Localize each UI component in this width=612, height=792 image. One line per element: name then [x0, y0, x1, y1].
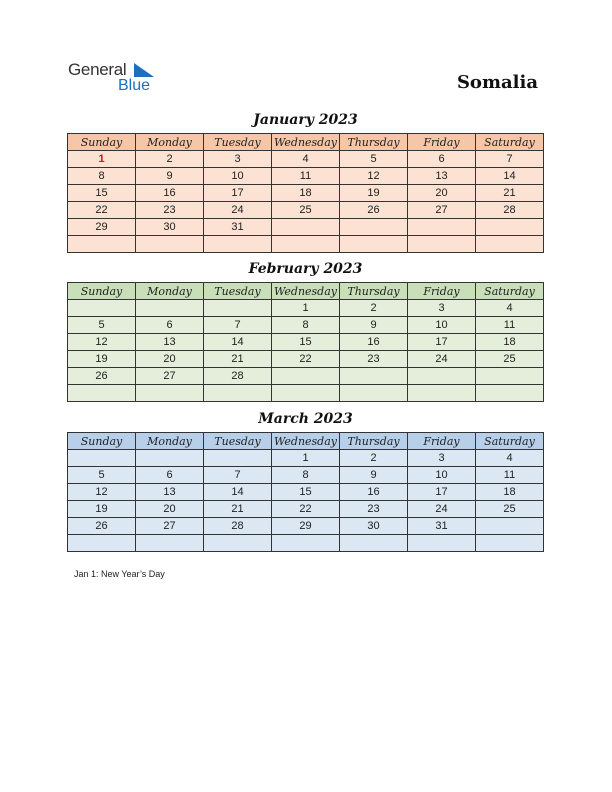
- generalblue-logo: [68, 60, 168, 96]
- day-cell: 19: [68, 351, 136, 368]
- day-cell: 22: [68, 202, 136, 219]
- day-cell: 13: [136, 334, 204, 351]
- week-row: [68, 368, 544, 385]
- week-row: [68, 236, 544, 253]
- day-cell: 12: [340, 168, 408, 185]
- day-cell: 12: [68, 334, 136, 351]
- day-cell: 28: [476, 202, 544, 219]
- day-cell: 27: [136, 518, 204, 535]
- day-cell: 14: [204, 334, 272, 351]
- day-cell: [476, 385, 544, 402]
- day-cell: 9: [340, 467, 408, 484]
- day-cell: 24: [408, 501, 476, 518]
- day-cell: 17: [408, 484, 476, 501]
- day-cell: [204, 535, 272, 552]
- day-cell: 14: [204, 484, 272, 501]
- week-row: [68, 518, 544, 535]
- day-cell: 2: [340, 450, 408, 467]
- day-cell: [272, 385, 340, 402]
- day-cell: 24: [408, 351, 476, 368]
- calendar-february: [67, 282, 544, 402]
- day-cell: 2: [340, 300, 408, 317]
- weekday-header-saturday: Saturday: [476, 134, 544, 151]
- week-row: [68, 185, 544, 202]
- weekday-header-monday: Monday: [136, 283, 204, 300]
- day-cell: 26: [68, 518, 136, 535]
- day-cell: [408, 535, 476, 552]
- day-cell: 6: [136, 317, 204, 334]
- calendar-body: [68, 450, 544, 552]
- day-cell: 30: [340, 518, 408, 535]
- day-cell: 3: [408, 450, 476, 467]
- calendar-january: [67, 133, 544, 253]
- day-cell: 18: [476, 484, 544, 501]
- day-cell: 31: [408, 518, 476, 535]
- week-row: [68, 501, 544, 518]
- day-cell: 15: [272, 484, 340, 501]
- day-cell: 24: [204, 202, 272, 219]
- day-cell: 28: [204, 518, 272, 535]
- weekday-header-monday: Monday: [136, 433, 204, 450]
- day-cell: [68, 300, 136, 317]
- weekday-header-monday: Monday: [136, 134, 204, 151]
- logo-text-general: General: [68, 60, 127, 79]
- day-cell: 15: [272, 334, 340, 351]
- weekday-header-saturday: Saturday: [476, 433, 544, 450]
- week-row: [68, 334, 544, 351]
- day-cell: [68, 236, 136, 253]
- day-cell: 5: [68, 317, 136, 334]
- day-cell: [136, 300, 204, 317]
- day-cell: [340, 219, 408, 236]
- weekday-header-friday: Friday: [408, 433, 476, 450]
- week-row: [68, 300, 544, 317]
- day-cell: 8: [272, 467, 340, 484]
- logo-triangle-icon: [134, 63, 154, 77]
- day-cell: 4: [476, 300, 544, 317]
- calendar-body: [68, 151, 544, 253]
- day-cell: 27: [136, 368, 204, 385]
- day-cell: 8: [272, 317, 340, 334]
- day-cell: [408, 368, 476, 385]
- day-cell: 6: [408, 151, 476, 168]
- day-cell: 26: [68, 368, 136, 385]
- day-cell: [340, 535, 408, 552]
- day-cell: [204, 236, 272, 253]
- weekday-header-tuesday: Tuesday: [204, 433, 272, 450]
- weekday-header-row: [68, 283, 544, 300]
- day-cell: 4: [476, 450, 544, 467]
- week-row: [68, 168, 544, 185]
- day-cell: 5: [68, 467, 136, 484]
- day-cell: 11: [476, 317, 544, 334]
- day-cell: 3: [408, 300, 476, 317]
- day-cell: 5: [340, 151, 408, 168]
- week-row: [68, 219, 544, 236]
- day-cell: 29: [68, 219, 136, 236]
- day-cell: 17: [204, 185, 272, 202]
- day-cell: 7: [204, 317, 272, 334]
- weekday-header-tuesday: Tuesday: [204, 283, 272, 300]
- day-cell: [68, 535, 136, 552]
- weekday-header-wednesday: Wednesday: [272, 134, 340, 151]
- day-cell: 20: [408, 185, 476, 202]
- weekday-header-sunday: Sunday: [68, 134, 136, 151]
- month-title-march: March 2023: [258, 411, 353, 427]
- day-cell: 23: [136, 202, 204, 219]
- day-cell: 7: [476, 151, 544, 168]
- day-cell: 9: [340, 317, 408, 334]
- day-cell: 16: [340, 484, 408, 501]
- day-cell: 15: [68, 185, 136, 202]
- day-cell: [476, 518, 544, 535]
- day-cell: 21: [476, 185, 544, 202]
- weekday-header-row: [68, 134, 544, 151]
- day-cell: [136, 236, 204, 253]
- day-cell: 28: [204, 368, 272, 385]
- day-cell: 19: [340, 185, 408, 202]
- calendar-march: [67, 432, 544, 552]
- day-cell: 13: [408, 168, 476, 185]
- day-cell: [272, 368, 340, 385]
- week-row: [68, 484, 544, 501]
- day-cell: 6: [136, 467, 204, 484]
- day-cell: 11: [272, 168, 340, 185]
- week-row: [68, 450, 544, 467]
- weekday-header-tuesday: Tuesday: [204, 134, 272, 151]
- day-cell: [204, 450, 272, 467]
- day-cell: 17: [408, 334, 476, 351]
- day-cell: 31: [204, 219, 272, 236]
- day-cell: [476, 236, 544, 253]
- day-cell: [272, 236, 340, 253]
- day-cell: [272, 219, 340, 236]
- day-cell: 8: [68, 168, 136, 185]
- day-cell: 30: [136, 219, 204, 236]
- day-cell: [408, 385, 476, 402]
- day-cell: 16: [136, 185, 204, 202]
- week-row: [68, 202, 544, 219]
- day-cell: 10: [408, 467, 476, 484]
- day-cell: [340, 236, 408, 253]
- day-cell: [68, 385, 136, 402]
- day-cell: 22: [272, 351, 340, 368]
- week-row: [68, 467, 544, 484]
- day-cell: 1: [272, 300, 340, 317]
- day-cell: 21: [204, 501, 272, 518]
- day-cell: [204, 300, 272, 317]
- day-cell: [204, 385, 272, 402]
- day-cell: 21: [204, 351, 272, 368]
- week-row: [68, 535, 544, 552]
- day-cell: 11: [476, 467, 544, 484]
- week-row: [68, 151, 544, 168]
- weekday-header-friday: Friday: [408, 134, 476, 151]
- day-cell: 22: [272, 501, 340, 518]
- day-cell: [68, 450, 136, 467]
- country-title: Somalia: [456, 72, 538, 93]
- day-cell: 3: [204, 151, 272, 168]
- day-cell: 7: [204, 467, 272, 484]
- weekday-header-wednesday: Wednesday: [272, 283, 340, 300]
- day-cell: [340, 385, 408, 402]
- weekday-header-saturday: Saturday: [476, 283, 544, 300]
- weekday-header-thursday: Thursday: [340, 134, 408, 151]
- day-cell: 23: [340, 351, 408, 368]
- weekday-header-sunday: Sunday: [68, 433, 136, 450]
- day-cell: [136, 450, 204, 467]
- weekday-header-sunday: Sunday: [68, 283, 136, 300]
- day-cell: 27: [408, 202, 476, 219]
- weekday-header-thursday: Thursday: [340, 433, 408, 450]
- month-title-february: February 2023: [248, 261, 363, 277]
- day-cell: 19: [68, 501, 136, 518]
- day-cell: 1: [272, 450, 340, 467]
- day-cell: [408, 219, 476, 236]
- day-cell: 25: [476, 351, 544, 368]
- day-cell: 16: [340, 334, 408, 351]
- holiday-note: Jan 1: New Year’s Day: [74, 569, 165, 579]
- day-cell: 10: [408, 317, 476, 334]
- day-cell: [340, 368, 408, 385]
- day-cell: 25: [272, 202, 340, 219]
- day-cell: [408, 236, 476, 253]
- day-cell: 29: [272, 518, 340, 535]
- day-cell: [272, 535, 340, 552]
- day-cell: 26: [340, 202, 408, 219]
- day-cell: 18: [476, 334, 544, 351]
- week-row: [68, 317, 544, 334]
- day-cell: [136, 385, 204, 402]
- day-cell: 20: [136, 351, 204, 368]
- day-cell: 12: [68, 484, 136, 501]
- weekday-header-row: [68, 433, 544, 450]
- day-cell: 18: [272, 185, 340, 202]
- weekday-header-thursday: Thursday: [340, 283, 408, 300]
- day-cell: 14: [476, 168, 544, 185]
- day-cell: 1: [68, 151, 136, 168]
- month-title-january: January 2023: [253, 112, 358, 128]
- weekday-header-wednesday: Wednesday: [272, 433, 340, 450]
- day-cell: 4: [272, 151, 340, 168]
- day-cell: 20: [136, 501, 204, 518]
- week-row: [68, 385, 544, 402]
- day-cell: 10: [204, 168, 272, 185]
- day-cell: 23: [340, 501, 408, 518]
- day-cell: [476, 535, 544, 552]
- day-cell: [476, 368, 544, 385]
- day-cell: 9: [136, 168, 204, 185]
- day-cell: 25: [476, 501, 544, 518]
- week-row: [68, 351, 544, 368]
- day-cell: 13: [136, 484, 204, 501]
- day-cell: [136, 535, 204, 552]
- weekday-header-friday: Friday: [408, 283, 476, 300]
- calendar-body: [68, 300, 544, 402]
- logo-text-blue: Blue: [118, 77, 151, 94]
- day-cell: 2: [136, 151, 204, 168]
- day-cell: [476, 219, 544, 236]
